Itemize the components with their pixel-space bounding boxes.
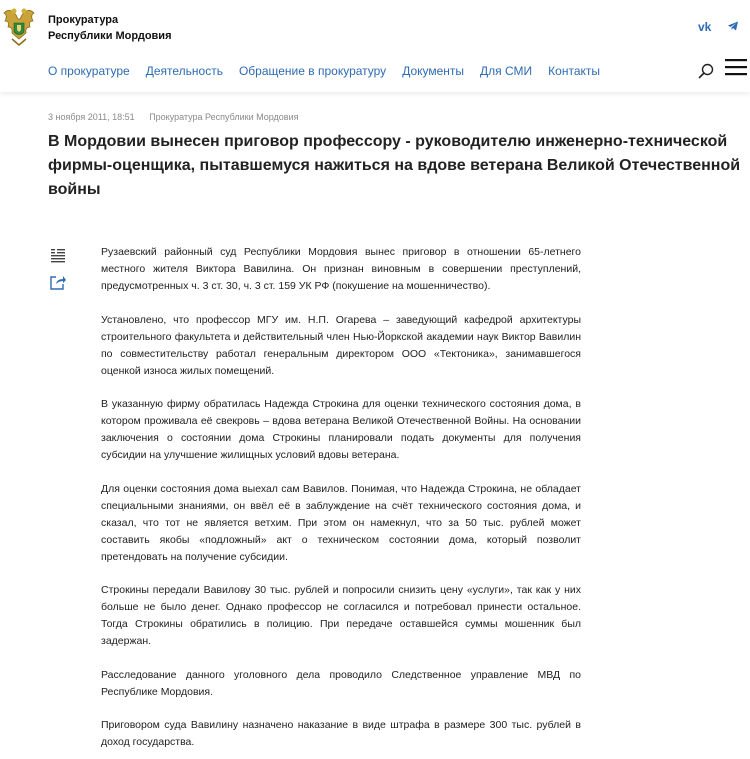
nav-item-appeal[interactable]: Обращение в прокуратуру bbox=[238, 64, 387, 78]
nav-item-about[interactable]: О прокуратуре bbox=[48, 64, 130, 78]
vk-icon[interactable]: vk bbox=[698, 20, 712, 34]
search-icon[interactable] bbox=[698, 63, 714, 79]
share-icon[interactable] bbox=[48, 272, 68, 292]
main-nav bbox=[48, 64, 600, 78]
article-paragraph: Для оценки состояния дома выехал сам Вавилов. Понимая, что Надежда Строкина, не обладает специальными знаниями, он ввёл её в заблуждение на счёт технического состояния дома, и сказал, что тот не является ветхим. При этом он намекнул, что за 50 тыс. рублей может составить якобы «подложный» акт о техническом состоянии дома, который позволит претендовать на получение субсидии. bbox=[101, 482, 581, 563]
article-paragraph: Установлено, что профессор МГУ им. Н.П. Огарева – заведующий кафедрой архитектуры строительного факультета и действительный член Нью-Йоркской академии наук Виктор Вавилин по совместительству работал генеральным директором ООО «Тектоника», занимавшегося оценкой износа жилых помещений. bbox=[101, 313, 581, 377]
article-paragraph: Рузаевский районный суд Республики Мордовия вынес приговор в отношении 65-летнего местного жителя Виктора Вавилина. Он признан виновным в совершении преступлений, предусмотренных ч. 3 ст. 30, ч. 3 ст. 159 УК РФ (покушение на мошенничество). bbox=[101, 246, 581, 292]
article-paragraph: Приговором суда Вавилину назначено наказание в виде штрафа в размере 300 тыс. рублей в доход государства. bbox=[101, 719, 581, 748]
article-body bbox=[101, 244, 581, 759]
nav-item-activity[interactable]: Деятельность bbox=[145, 64, 223, 78]
article-date: 3 ноября 2011, 18:51 bbox=[48, 112, 135, 122]
article-tools bbox=[48, 246, 70, 298]
article-paragraph: Расследование данного уголовного дела проводило Следственное управление МВД по Республике Мордовия. bbox=[101, 668, 581, 698]
article-paragraph: В указанную фирму обратилась Надежда Строкина для оценки технического состояния дома, в котором проживала её свекровь – вдова ветерана Великой Отечественной Войны. На основании заключения о состоянии дома Строкины планировали подать документы для получения субсидии на улучшение жилищных условий вдовы ветерана. bbox=[101, 398, 581, 461]
nav-item-documents[interactable]: Документы bbox=[402, 64, 465, 78]
site-header bbox=[0, 0, 750, 92]
org-name[interactable] bbox=[48, 12, 171, 44]
menu-icon[interactable] bbox=[724, 58, 748, 76]
article-title: В Мордовии вынесен приговор профессору - руководителю инженерно-технической фирмы-оценщика, пытавшемуся нажиться на вдове ветерана Великой Отечественной войны bbox=[48, 133, 741, 198]
nav-item-contacts[interactable]: Контакты bbox=[548, 64, 601, 78]
nav-item-media[interactable]: Для СМИ bbox=[480, 64, 533, 78]
telegram-icon[interactable] bbox=[727, 20, 739, 32]
org-name-line1: Прокуратура bbox=[48, 14, 119, 26]
print-icon[interactable] bbox=[48, 246, 68, 266]
org-name-line2: Республики Мордовия bbox=[48, 30, 172, 42]
article-source[interactable]: Прокуратура Республики Мордовия bbox=[149, 112, 299, 122]
article-meta bbox=[48, 112, 298, 122]
emblem-icon[interactable] bbox=[0, 5, 38, 49]
article-paragraph: Строкины передали Вавилову 30 тыс. рублей и попросили снизить цену «услуги», так как у них больше не было денег. Однако профессор не согласился и потребовал принести остальное. Тогда Строкины обратились в полицию. При передаче оставшейся суммы мошенник был задержан. bbox=[101, 584, 581, 647]
